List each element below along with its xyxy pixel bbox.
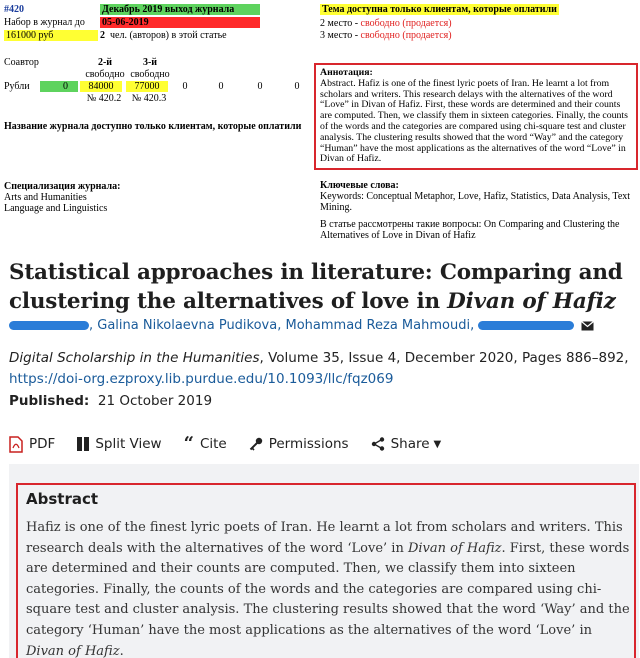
key-icon — [249, 437, 263, 451]
cite-label: Cite — [199, 436, 227, 452]
col2-sub: свободно — [85, 69, 125, 80]
author-link-2[interactable]: Galina Nikolaevna Pudikova — [97, 318, 278, 333]
price-cell-3: 77000 — [126, 81, 168, 92]
price: 161000 руб — [4, 30, 98, 41]
submit-label: Набор в журнал до — [4, 17, 85, 28]
col2-header: 2-й — [97, 57, 113, 68]
author-list: , Galina Nikolaevna Pudikova, Mohammad Reza Mahmoudi, — [9, 318, 594, 333]
share-label: Share — [390, 436, 430, 452]
split-view-button[interactable] — [77, 436, 161, 452]
listing-id: #420 — [4, 4, 24, 15]
keywords-label: Ключевые слова: — [320, 180, 399, 191]
annotation-label: Аннотация: — [320, 67, 373, 78]
col3-header: 3-й — [142, 57, 158, 68]
price-cell-2: 84000 — [80, 81, 122, 92]
questions-text: В статье рассмотрены такие вопросы: On Comparing and Clustering the Alternatives of Love in Divan of Hafiz — [320, 219, 620, 241]
submit-date: 05-06-2019 — [100, 17, 260, 28]
redacted-author-1 — [9, 321, 89, 330]
quote-icon: “ — [183, 433, 194, 454]
num3: № 420.3 — [131, 93, 167, 104]
share-icon — [371, 437, 385, 451]
topic-note: Тема доступна только клиентам, которые оплатили — [322, 4, 557, 15]
journal-name: Digital Scholarship in the Humanities — [9, 350, 260, 366]
spec-line-1: Arts and Humanities — [4, 192, 87, 203]
author-link-3[interactable]: Mohammad Reza Mahmoudi — [285, 318, 471, 333]
journal-title-note: Название журнала доступно только клиентам, которые оплатили — [4, 121, 302, 132]
annotation-text: Abstract. Hafiz is one of the finest lyric poets of Iran. He learnt a lot from scholars and writers. This research delays with the alternatives of the word “Love” in Divan of Hafiz. First, these words are determined and their counts are computed. Then, we classify them in sixteen categories. Finally, the counts of the words and the categories are compared using chi-square test and cluster analysis. The clustering results showed that the word “Way” and the category “Human” have the most applications as the alternatives of the word “Love” in Divan of Hafiz. — [320, 77, 628, 165]
title-italic: Divan of Hafiz — [447, 289, 616, 314]
pdf-icon — [9, 436, 23, 453]
annotation-box — [314, 63, 638, 170]
price-cell-6: 0 — [257, 81, 263, 92]
abstract-text: Hafiz is one of the finest lyric poets of Iran. He learnt a lot from scholars and writers. This research deals with the alternatives of the word ‘Love’ in Divan of Hafiz. First, these words are determined and their counts are computed. Then, we classify them into sixteen categories. Finally, the counts of the words and the categories are compared using chi-square test and cluster analysis. The clustering results showed that the word ‘Way’ and the category ‘Human’ have the most applications as the alternatives of the word ‘Love’ in Divan of Hafiz. — [26, 520, 630, 658]
article-toolbar — [9, 434, 463, 454]
cite-button[interactable] — [183, 433, 227, 454]
keywords-text: Keywords: Conceptual Metaphor, Love, Hafiz, Statistics, Data Analysis, Text Mining. — [320, 191, 631, 213]
title-line-1: Statistical approaches in literature: Comparing and — [9, 260, 623, 285]
pdf-button[interactable] — [9, 436, 55, 453]
pdf-label: PDF — [29, 436, 56, 452]
authors-count: 2 — [100, 30, 105, 41]
price-cell-7: 0 — [294, 81, 300, 92]
caret-down-icon: ▼ — [433, 438, 442, 450]
split-view-icon — [77, 437, 89, 451]
title-line-2: clustering the alternatives of love in Divan of Hafiz — [9, 289, 616, 314]
price-cell-4: 0 — [182, 81, 188, 92]
journal-citation: Digital Scholarship in the Humanities, Volume 35, Issue 4, December 2020, Pages 886–892, https://doi-org.ezproxy.lib.purdue.edu/10.1093/llc/fqz069 — [9, 350, 629, 387]
permissions-button[interactable] — [249, 436, 349, 452]
num2: № 420.2 — [86, 93, 122, 104]
rubles-label: Рубли — [4, 81, 30, 92]
permissions-label: Permissions — [268, 436, 349, 452]
price-cell-5: 0 — [218, 81, 224, 92]
coauthor-label: Соавтор — [4, 57, 39, 68]
doi-link[interactable]: https://doi-org.ezproxy.lib.purdue.edu/10.1093/llc/fqz069 — [9, 371, 394, 387]
published-date: 21 October 2019 — [97, 393, 213, 409]
spec-label: Специализация журнала: — [4, 181, 121, 192]
envelope-icon[interactable] — [581, 321, 594, 331]
redacted-author-4 — [478, 321, 574, 330]
place2-status[interactable]: свободно (продается) — [360, 18, 452, 29]
spec-line-2: Language and Linguistics — [4, 203, 108, 214]
place2: 2 место - свободно (продается) — [320, 18, 452, 29]
abstract-heading: Abstract — [26, 490, 99, 508]
article-title — [9, 258, 629, 316]
place3: 3 место - свободно (продается) — [320, 30, 452, 41]
split-view-label: Split View — [95, 436, 162, 452]
issue-month: Декабрь 2019 выход журнала — [100, 4, 260, 15]
published-label: Published: — [9, 393, 90, 409]
price-cell-1: 0 — [40, 81, 78, 92]
place3-status[interactable]: свободно (продается) — [360, 30, 452, 41]
authors-note: чел. (авторов) в этой статье — [110, 30, 227, 41]
keywords-block — [320, 180, 636, 241]
col3-sub: свободно — [130, 69, 170, 80]
published-line — [9, 393, 212, 409]
share-button[interactable] — [371, 436, 442, 452]
listing-panel — [0, 0, 640, 248]
